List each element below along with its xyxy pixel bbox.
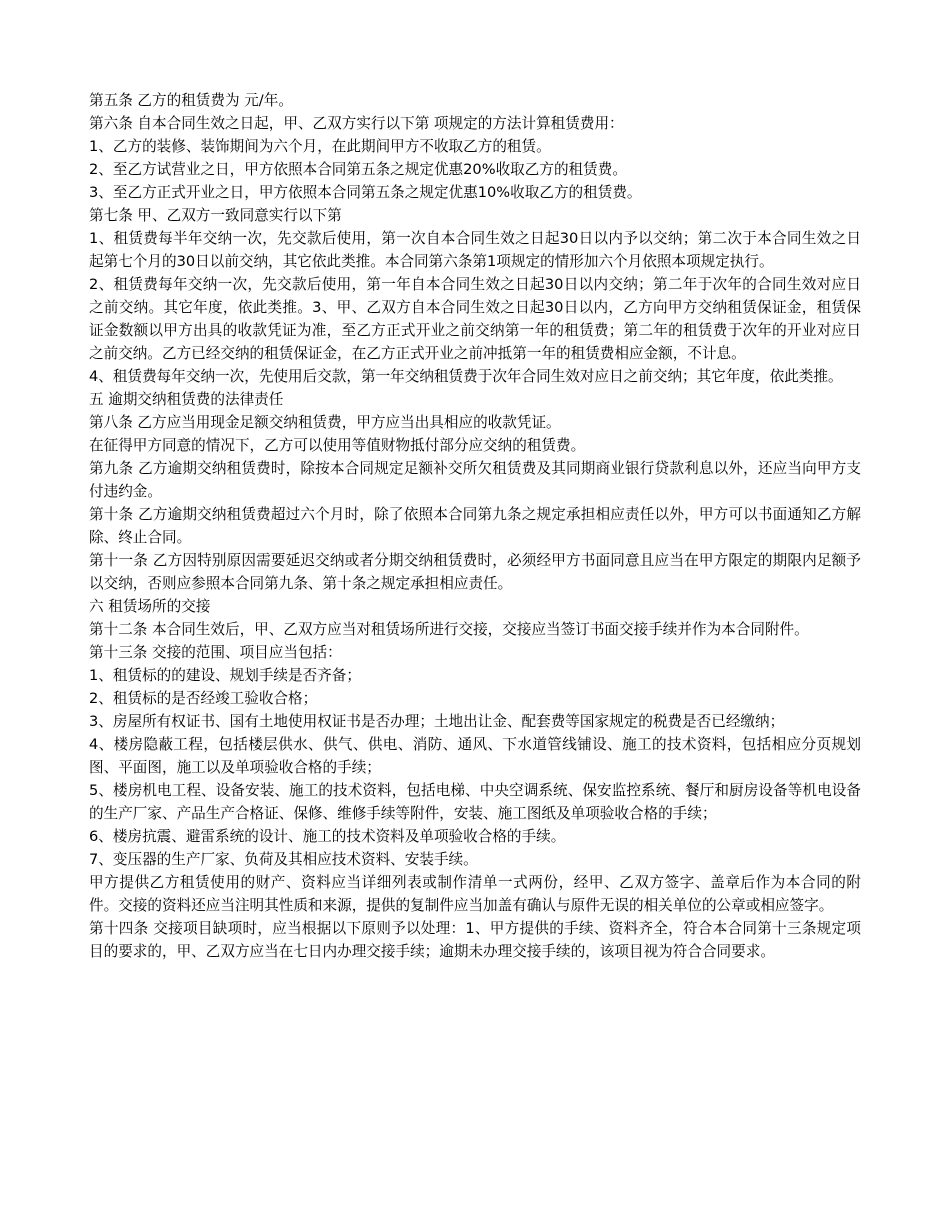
article-13: 第十三条 交接的范围、项目应当包括： [89,644,342,661]
article-12: 第十二条 本合同生效后，甲、乙双方应当对租赁场所进行交接，交接应当签订书面交接手续并作为本合同附件。 [89,621,809,638]
article-7-item-4: 4、租赁费每年交纳一次，先使用后交款，第一年交纳租赁费于次年合同生效对应日之前交纳；其它年度，依此类推。 [89,368,843,385]
document-page [89,89,861,963]
article-14: 第十四条 交接项目缺项时，应当根据以下原则予以处理：1、甲方提供的手续、资料齐全，符合本合同第十三条规定项目的要求的，甲、乙双方应当在七日内办理交接手续；逾期未办理交接手续的，该项目视为符合合同要求。 [89,920,861,960]
article-8: 第八条 乙方应当用现金足额交纳租赁费，甲方应当出具相应的收款凭证。 [89,414,561,431]
article-13-item-6: 6、楼房抗震、避雷系统的设计、施工的技术资料及单项验收合格的手续。 [89,828,566,845]
article-6: 第六条 自本合同生效之日起，甲、乙双方实行以下第 项规定的方法计算租赁费用： [89,115,624,132]
article-10: 第十条 乙方逾期交纳租赁费超过六个月时，除了依照本合同第九条之规定承担相应责任以外，甲方可以书面通知乙方解除、终止合同。 [89,506,861,546]
article-13-item-7: 7、变压器的生产厂家、负荷及其相应技术资料、安装手续。 [89,851,478,868]
article-7: 第七条 甲、乙双方一致同意实行以下第 [89,207,342,224]
article-13-item-1: 1、租赁标的的建设、规划手续是否齐备； [89,667,361,684]
section-6-heading: 六 租赁场所的交接 [89,598,211,615]
article-13-note: 甲方提供乙方租赁使用的财产、资料应当详细列表或制作清单一式两份，经甲、乙双方签字、盖章后作为本合同的附件。交接的资料还应当注明其性质和来源，提供的复制件应当加盖有确认与原件无误的相关单位的公章或相应签字。 [89,874,861,914]
article-5: 第五条 乙方的租赁费为 元/年。 [89,92,293,109]
article-9: 第九条 乙方逾期交纳租赁费时，除按本合同规定足额补交所欠租赁费及其同期商业银行贷款利息以外，还应当向甲方支付违约金。 [89,460,861,500]
section-5-heading: 五 逾期交纳租赁费的法律责任 [89,391,284,408]
article-6-item-2: 2、至乙方试营业之日，甲方依照本合同第五条之规定优惠20%收取乙方的租赁费。 [89,161,627,178]
article-8-note: 在征得甲方同意的情况下，乙方可以使用等值财物抵付部分应交纳的租赁费。 [89,437,586,454]
article-6-item-3: 3、至乙方正式开业之日，甲方依照本合同第五条之规定优惠10%收取乙方的租赁费。 [89,184,642,201]
article-7-item-2: 2、租赁费每年交纳一次，先交款后使用，第一年自本合同生效之日起30日以内交纳；第二年于次年的合同生效对应日之前交纳。其它年度，依此类推。3、甲、乙双方自本合同生效之日起30日以内，乙方向甲方交纳租赁保证金，租赁保证金数额以甲方出具的收款凭证为准，至乙方正式开业之前交纳第一年的租赁费；第二年的租赁费于次年的开业对应日之前交纳。乙方已经交纳的租赁保证金，在乙方正式开业之前冲抵第一年的租赁费相应金额，不计息。 [89,276,861,362]
article-13-item-2: 2、租赁标的是否经竣工验收合格； [89,690,318,707]
article-13-item-3: 3、房屋所有权证书、国有土地使用权证书是否办理；土地出让金、配套费等国家规定的税费是否已经缴纳； [89,713,785,730]
article-6-item-1: 1、乙方的装修、装饰期间为六个月，在此期间甲方不收取乙方的租赁。 [89,138,551,155]
article-11: 第十一条 乙方因特别原因需要延迟交纳或者分期交纳租赁费时，必须经甲方书面同意且应当在甲方限定的期限内足额予以交纳，否则应参照本合同第九条、第十条之规定承担相应责任。 [89,552,861,592]
article-13-item-5: 5、楼房机电工程、设备安装、施工的技术资料，包括电梯、中央空调系统、保安监控系统、餐厅和厨房设备等机电设备的生产厂家、产品生产合格证、保修、维修手续等附件，安装、施工图纸及单项验收合格的手续； [89,782,861,822]
article-13-item-4: 4、楼房隐蔽工程，包括楼层供水、供气、供电、消防、通风、下水道管线铺设、施工的技术资料，包括相应分页规划图、平面图，施工以及单项验收合格的手续； [89,736,861,776]
article-7-item-1: 1、租赁费每半年交纳一次，先交款后使用，第一次自本合同生效之日起30日以内予以交纳；第二次于本合同生效之日起第七个月的30日以前交纳，其它依此类推。本合同第六条第1项规定的情形加六个月依照本项规定执行。 [89,230,861,270]
